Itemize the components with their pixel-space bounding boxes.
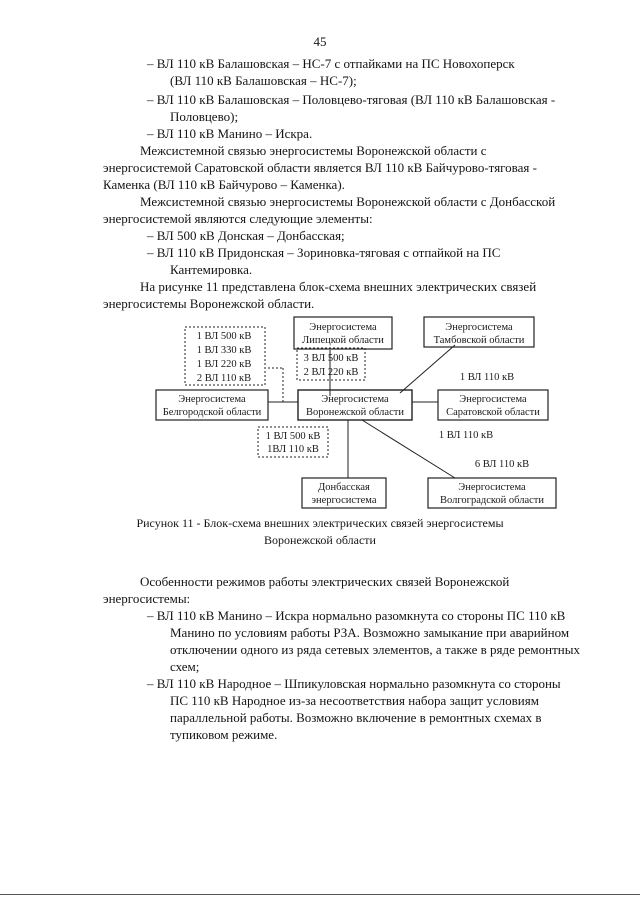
footer-rule (0, 894, 640, 895)
list-item-continuation: схем; (170, 659, 200, 674)
lipetsk-link-label: 2 ВЛ 220 кВ (303, 367, 359, 378)
figure-caption: Воронежской области (264, 533, 376, 547)
voronezh-label-2: Воронежской области (306, 407, 404, 418)
list-item-continuation: Кантемировка. (170, 262, 253, 277)
saratov-link-label: 1 ВЛ 110 кВ (438, 430, 494, 441)
belgorod-label-2: Белгородской области (162, 407, 262, 418)
link-line-volgograd (362, 420, 455, 478)
list-item: – ВЛ 500 кВ Донская – Донбасская; (147, 228, 345, 243)
paragraph-line: Межсистемной связью энергосистемы Воронежской области с (140, 143, 487, 158)
paragraph-line: энергосистемы Воронежской области. (103, 296, 315, 311)
tambov-link-label: 1 ВЛ 110 кВ (459, 372, 515, 383)
paragraph-line: энергосистемой являются следующие элементы: (103, 211, 373, 226)
list-item: – ВЛ 110 кВ Балашовская – НС-7 с отпайками на ПС Новохоперск (147, 56, 515, 71)
belgorod-label-1: Энергосистема (178, 394, 246, 405)
list-item-continuation: ПС 110 кВ Народное из-за несоответствия набора защит условиям (170, 693, 539, 708)
belgorod-link-label: 1 ВЛ 500 кВ (196, 331, 252, 342)
tambov-label-2: Тамбовской области (433, 335, 525, 346)
volgograd-link-label: 6 ВЛ 110 кВ (474, 459, 530, 470)
tambov-label-1: Энергосистема (445, 322, 513, 333)
list-item: – ВЛ 110 кВ Балашовская – Половцево-тяговая (ВЛ 110 кВ Балашовская - (147, 92, 556, 107)
paragraph-line: энергосистемой Саратовской области является ВЛ 110 кВ Байчурово-тяговая - (103, 160, 537, 175)
figure-caption: Рисунок 11 - Блок-схема внешних электрических связей энергосистемы (136, 516, 504, 530)
list-item-continuation: параллельной работы. Возможно включение в ремонтных схемах в (170, 710, 542, 725)
paragraph-line: Межсистемной связью энергосистемы Воронежской области с Донбасской (140, 194, 556, 209)
page-number: 45 (313, 34, 327, 49)
list-item-continuation: Половцево); (170, 109, 239, 124)
donbass-label-2: энергосистема (311, 495, 377, 506)
list-item: – ВЛ 110 кВ Манино – Искра. (147, 126, 313, 141)
paragraph-line: Особенности режимов работы электрических связей Воронежской (140, 574, 510, 589)
paragraph-line: энергосистемы: (103, 591, 191, 606)
list-item: – ВЛ 110 кВ Придонская – Зориновка-тяговая с отпайкой на ПС (147, 245, 501, 260)
voronezh-label-1: Энергосистема (321, 394, 389, 405)
donbass-link-label: 1 ВЛ 500 кВ (265, 431, 321, 442)
link-line-tambov (400, 345, 455, 393)
list-item-continuation: (ВЛ 110 кВ Балашовская – НС-7); (170, 73, 357, 88)
list-item: – ВЛ 110 кВ Манино – Искра нормально разомкнута со стороны ПС 110 кВ (147, 608, 566, 623)
list-item-continuation: отключении одного из ряда сетевых элементов, а также в ряде ремонтных (170, 642, 580, 657)
lipetsk-link-label: 3 ВЛ 500 кВ (303, 353, 359, 364)
list-item-continuation: тупиковом режиме. (170, 727, 278, 742)
saratov-label-1: Энергосистема (459, 394, 527, 405)
donbass-link-label: 1ВЛ 110 кВ (267, 444, 319, 455)
paragraph-line: На рисунке 11 представлена блок-схема внешних электрических связей (140, 279, 537, 294)
belgorod-link-label: 1 ВЛ 220 кВ (196, 359, 252, 370)
lipetsk-label-1: Энергосистема (309, 322, 377, 333)
paragraph-line: Каменка (ВЛ 110 кВ Байчурово – Каменка). (103, 177, 345, 192)
volgograd-label-1: Энергосистема (458, 482, 526, 493)
saratov-label-2: Саратовской области (446, 407, 540, 418)
list-item-continuation: Манино по условиям работы РЗА. Возможно замыкание при аварийном (170, 625, 570, 640)
lipetsk-label-2: Липецкой области (302, 335, 384, 346)
donbass-label-1: Донбасская (318, 482, 370, 493)
volgograd-label-2: Волгоградской области (439, 495, 545, 506)
belgorod-link-label: 2 ВЛ 110 кВ (196, 373, 252, 384)
belgorod-link-label: 1 ВЛ 330 кВ (196, 345, 252, 356)
list-item: – ВЛ 110 кВ Народное – Шпикуловская нормально разомкнута со стороны (147, 676, 561, 691)
